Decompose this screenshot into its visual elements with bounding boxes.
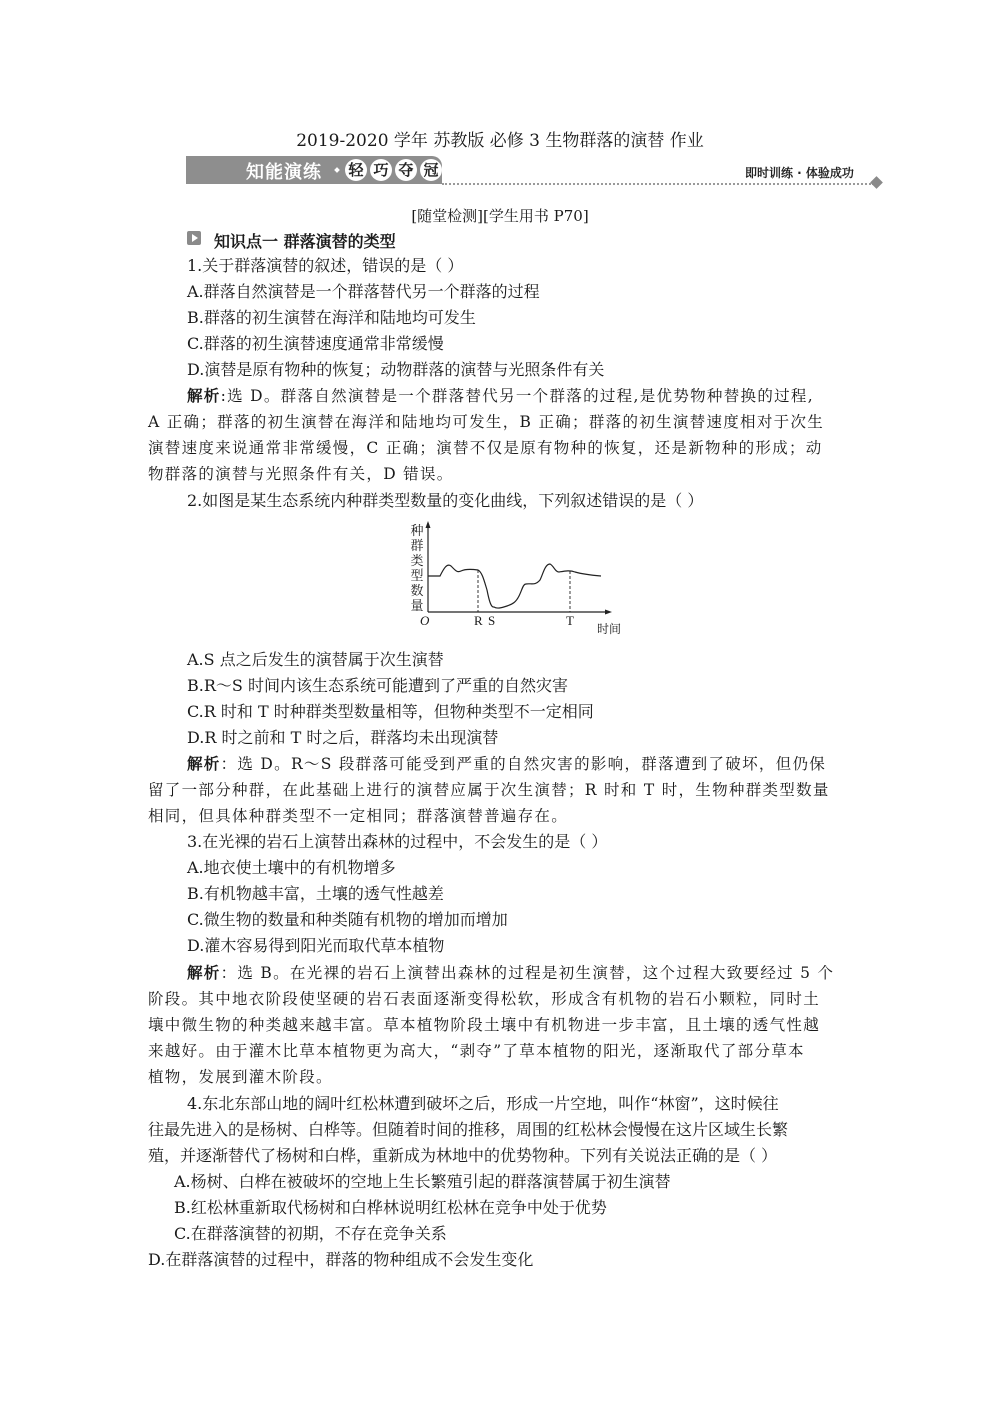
q1-analysis-line-4: 物群落的演替与光照条件有关，D 错误。 (148, 465, 454, 483)
q4-stem-line-1: 4.东北东部山地的阔叶红松林遭到破坏之后，形成一片空地，叫作“林窗”，这时候往 (187, 1094, 779, 1113)
chart-tick-t: T (566, 613, 574, 628)
q3-option-a: A.地衣使土壤中的有机物增多 (187, 858, 396, 877)
section-title: 知识点一 群落演替的类型 (214, 232, 396, 251)
chart-y-axis-label: 种群类型数量 (410, 524, 424, 614)
banner-dotted-rule (442, 183, 874, 185)
q2-stem: 2.如图是某生态系统内种群类型数量的变化曲线，下列叙述错误的是（ ） (187, 491, 704, 510)
q1-analysis-line-2: A 正确；群落的初生演替在海洋和陆地均可发生，B 正确；群落的初生演替速度相对于次生 (148, 413, 825, 431)
q2-analysis-line-2: 留了一部分种群，在此基础上进行的演替应属于次生演替；R 时和 T 时，生物种群类型数量 (148, 781, 830, 799)
q2-analysis-line-3: 相同，但具体种群类型不一定相同；群落演替普遍存在。 (148, 807, 569, 825)
q2-option-b: B.R～S 时间内该生态系统可能遭到了严重的自然灾害 (187, 676, 568, 695)
q3-analysis-line-4: 来越好。由于灌木比草本植物更为高大，“剥夺”了草本植物的阳光，逐渐取代了部分草本 (148, 1042, 805, 1060)
q3-option-b: B.有机物越丰富，土壤的透气性越差 (187, 884, 444, 903)
banner-circle-char: 冠 (420, 159, 442, 181)
q4-stem-line-3: 殖，并逐渐替代了杨树和白桦，重新成为林地中的优势物种。下列有关说法正确的是（ ） (148, 1146, 778, 1165)
document-title: 2019-2020 学年 苏教版 必修 3 生物群落的演替 作业 (296, 131, 704, 151)
q4-option-d: D.在群落演替的过程中，群落的物种组成不会发生变化 (148, 1250, 534, 1269)
subheader: [随堂检测][学生用书 P70] (411, 207, 589, 225)
q3-analysis-line-3: 壤中微生物的种类越来越丰富。草本植物阶段土壤中有机物进一步丰富，且土壤的透气性越 (148, 1016, 821, 1034)
banner-separator-icon (334, 167, 340, 173)
q1-analysis-line-1 (187, 383, 814, 409)
q4-stem-line-2: 往最先进入的是杨树、白桦等。但随着时间的推移，周围的红松林会慢慢在这片区域生长繁 (148, 1120, 789, 1139)
q3-option-c: C.微生物的数量和种类随有机物的增加而增加 (187, 910, 508, 929)
section-banner (186, 156, 442, 184)
q2-option-a: A.S 点之后发生的演替属于次生演替 (187, 650, 444, 669)
q2-analysis-line-1 (187, 751, 826, 777)
analysis-text: :选 D。群落自然演替是一个群落替代另一个群落的过程,是优势物种替换的过程, (220, 387, 814, 405)
q3-option-d: D.灌木容易得到阳光而取代草本植物 (187, 936, 445, 955)
banner-circle-group (345, 159, 442, 181)
analysis-label: 解析 (187, 964, 221, 982)
banner-title: 知能演练 (246, 162, 322, 183)
analysis-label: 解析 (187, 755, 221, 773)
analysis-text: ：选 D。R～S 段群落可能受到严重的自然灾害的影响，群落遭到了破坏，但仍保 (220, 755, 827, 773)
chart-x-axis-label: 时间 (597, 622, 622, 636)
chart-tick-s: S (488, 613, 496, 628)
q2-option-d: D.R 时之前和 T 时之后，群落均未出现演替 (187, 728, 499, 747)
analysis-text: ：选 B。在光裸的岩石上演替出森林的过程是初生演替，这个过程大致要经过 5 个 (220, 964, 835, 982)
q1-option-a: A.群落自然演替是一个群落替代另一个群落的过程 (187, 282, 540, 301)
banner-circle-char: 夺 (395, 159, 417, 181)
q3-analysis-line-2: 阶段。其中地衣阶段使坚硬的岩石表面逐渐变得松软，形成含有机物的岩石小颗粒，同时土 (148, 990, 821, 1008)
play-square-icon (187, 231, 201, 245)
q1-option-c: C.群落的初生演替速度通常非常缓慢 (187, 334, 444, 353)
banner-slogan: 即时训练 · 体验成功 (745, 166, 854, 180)
q4-option-b: B.红松林重新取代杨树和白桦林说明红松林在竞争中处于优势 (174, 1198, 607, 1217)
analysis-label: 解析 (187, 387, 221, 405)
species-count-chart (395, 520, 635, 635)
q1-stem: 1.关于群落演替的叙述，错误的是（ ） (187, 256, 464, 275)
banner-circle-char: 巧 (370, 159, 392, 181)
q3-analysis-line-5: 植物，发展到灌木阶段。 (148, 1068, 333, 1086)
chart-tick-r: R (474, 613, 483, 628)
q4-option-a: A.杨树、白桦在被破坏的空地上生长繁殖引起的群落演替属于初生演替 (174, 1172, 671, 1191)
chart-origin-label: O (420, 613, 430, 628)
q3-stem: 3.在光裸的岩石上演替出森林的过程中，不会发生的是（ ） (187, 832, 608, 851)
q4-option-c: C.在群落演替的初期，不存在竞争关系 (174, 1224, 447, 1243)
q3-analysis-line-1 (187, 960, 834, 986)
diamond-icon (870, 176, 883, 189)
banner-circle-char: 轻 (345, 159, 367, 181)
q1-option-b: B.群落的初生演替在海洋和陆地均可发生 (187, 308, 476, 327)
q2-option-c: C.R 时和 T 时种群类型数量相等，但物种类型不一定相同 (187, 702, 594, 721)
q1-option-d: D.演替是原有物种的恢复；动物群落的演替与光照条件有关 (187, 360, 605, 379)
q1-analysis-line-3: 演替速度来说通常非常缓慢，C 正确；演替不仅是原有物种的恢复，还是新物种的形成；动 (148, 439, 823, 457)
